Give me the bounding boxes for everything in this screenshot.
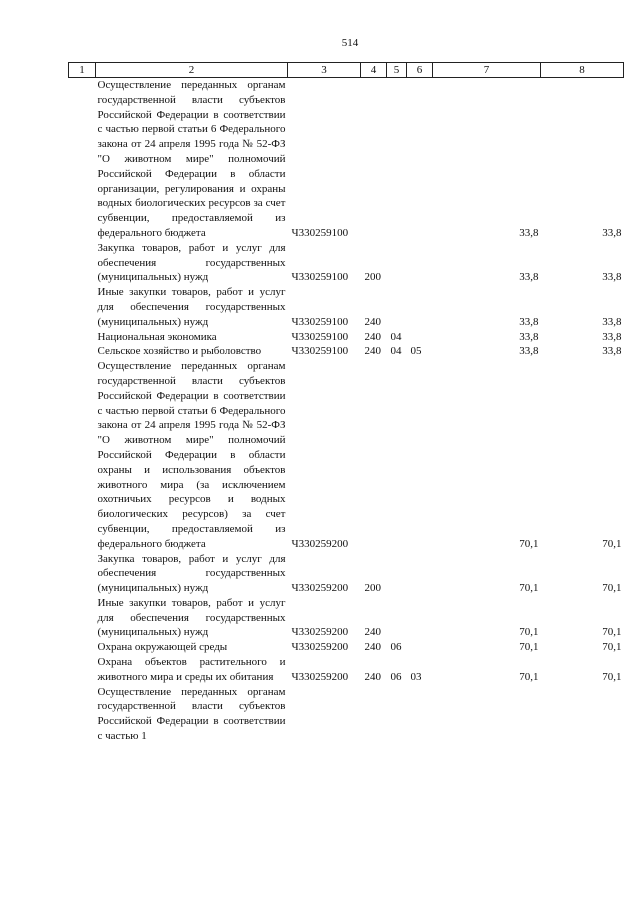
row-section xyxy=(387,685,407,744)
row-expense-type: 240 xyxy=(364,641,381,654)
row-subsection xyxy=(407,640,433,655)
row-expense-type: 200 xyxy=(364,271,381,284)
row-subsection xyxy=(407,359,433,551)
row-subsection xyxy=(407,685,433,744)
header-col-7: 7 xyxy=(433,63,541,78)
table-row xyxy=(69,241,624,285)
table-row xyxy=(69,685,624,744)
table-header-row xyxy=(69,63,624,78)
row-amount-col7: 70,1 xyxy=(519,626,539,639)
row-expense-type xyxy=(361,685,387,744)
table-row xyxy=(69,655,624,685)
row-target-code: Ч330259100 xyxy=(291,330,349,343)
row-amount-col8 xyxy=(541,685,624,744)
header-col-2: 2 xyxy=(96,63,288,78)
row-target-code: Ч330259100 xyxy=(291,315,349,328)
row-amount-col7: 33,8 xyxy=(519,345,539,358)
header-col-3: 3 xyxy=(288,63,361,78)
row-description: Сельское хозяйство и рыболовство xyxy=(97,345,262,358)
row-target-code: Ч330259100 xyxy=(291,345,349,358)
row-target-code: Ч330259100 xyxy=(291,226,349,239)
row-target-code xyxy=(288,685,361,744)
row-section: 04 xyxy=(390,330,402,343)
row-amount-col7 xyxy=(433,685,541,744)
row-amount-col7: 33,8 xyxy=(519,226,539,239)
row-target-code: Ч330259200 xyxy=(291,626,349,639)
row-expense-type: 240 xyxy=(364,345,381,358)
row-description: Национальная экономика xyxy=(97,330,217,343)
row-section xyxy=(387,78,407,241)
row-amount-col7: 70,1 xyxy=(519,537,539,550)
row-description: Иные закупки товаров, работ и услуг для обеспечения государственных (муниципальных) нужд xyxy=(97,596,286,639)
row-expense-type: 240 xyxy=(364,315,381,328)
header-col-5: 5 xyxy=(387,63,407,78)
row-amount-col8: 33,8 xyxy=(602,315,622,328)
row-description: Закупка товаров, работ и услуг для обеспечения государственных (муниципальных) нужд xyxy=(97,552,286,595)
row-section: 04 xyxy=(390,345,402,358)
row-target-code: Ч330259200 xyxy=(291,537,349,550)
row-section: 06 xyxy=(390,670,402,683)
row-amount-col8: 70,1 xyxy=(602,626,622,639)
row-amount-col7: 70,1 xyxy=(519,582,539,595)
row-description: Иные закупки товаров, работ и услуг для обеспечения государственных (муниципальных) нужд xyxy=(97,286,286,328)
table-row xyxy=(69,640,624,655)
table-row xyxy=(69,285,624,329)
row-description: Осуществление переданных органам государственной власти субъектов Российской Федерации в соответствии с частью первой статьи 6 Федерального закона от 24 апреля 1995 года № 52-ФЗ "О животном мире" полномочий Российской Федерации в области организации, регулирования и охраны водных биологических ресурсов за счет субвенции, предоставляемой из федерального бюджета xyxy=(97,79,286,239)
header-col-4: 4 xyxy=(361,63,387,78)
row-expense-type xyxy=(361,359,387,551)
row-amount-col7: 70,1 xyxy=(519,670,539,683)
header-col-8: 8 xyxy=(541,63,624,78)
row-expense-type: 200 xyxy=(364,582,381,595)
row-subsection: 05 xyxy=(410,345,422,358)
row-description: Осуществление переданных органам государственной власти субъектов Российской Федерации в соответствии с частью 1 xyxy=(97,685,286,743)
page-number: 514 xyxy=(341,37,359,49)
row-amount-col8: 33,8 xyxy=(602,271,622,284)
row-subsection: 03 xyxy=(410,670,422,683)
row-amount-col8: 70,1 xyxy=(602,582,622,595)
row-amount-col7: 70,1 xyxy=(519,641,539,654)
row-section xyxy=(387,552,407,596)
row-description: Охрана объектов растительного и животного мира и среды их обитания xyxy=(97,656,286,683)
table-row xyxy=(69,552,624,596)
row-subsection xyxy=(407,596,433,640)
row-amount-col8: 33,8 xyxy=(602,226,622,239)
row-amount-col8: 70,1 xyxy=(602,641,622,654)
header-col-6: 6 xyxy=(407,63,433,78)
table-row xyxy=(69,78,624,241)
table-row xyxy=(69,596,624,640)
row-amount-col8: 70,1 xyxy=(602,537,622,550)
row-target-code: Ч330259200 xyxy=(291,582,349,595)
row-description: Закупка товаров, работ и услуг для обеспечения государственных (муниципальных) нужд xyxy=(97,241,286,284)
row-amount-col7: 33,8 xyxy=(519,315,539,328)
row-amount-col8: 33,8 xyxy=(602,330,622,343)
table-row xyxy=(69,330,624,345)
row-amount-col7: 33,8 xyxy=(519,330,539,343)
budget-table xyxy=(68,62,624,744)
row-amount-col7: 33,8 xyxy=(519,271,539,284)
row-expense-type: 240 xyxy=(364,670,381,683)
row-section xyxy=(387,285,407,329)
row-section xyxy=(387,596,407,640)
row-expense-type: 240 xyxy=(364,330,381,343)
row-subsection xyxy=(407,552,433,596)
row-subsection xyxy=(407,78,433,241)
row-section: 06 xyxy=(390,641,402,654)
row-subsection xyxy=(407,330,433,345)
row-target-code: Ч330259200 xyxy=(291,641,349,654)
row-description: Осуществление переданных органам государственной власти субъектов Российской Федерации в соответствии с частью первой статьи 6 Федерального закона от 24 апреля 1995 года № 52-ФЗ "О животном мире" полномочий Российской Федерации в области охраны и использования объектов животного мира (за исключением охотничьих ресурсов и водных биологических ресурсов) за счет субвенции, предоставляемой из федерального бюджета xyxy=(97,360,286,550)
row-subsection xyxy=(407,241,433,285)
row-section xyxy=(387,241,407,285)
row-section xyxy=(387,359,407,551)
row-expense-type: 240 xyxy=(364,626,381,639)
row-amount-col8: 70,1 xyxy=(602,670,622,683)
header-col-1: 1 xyxy=(69,63,96,78)
row-description: Охрана окружающей среды xyxy=(97,641,228,654)
row-target-code: Ч330259100 xyxy=(291,271,349,284)
row-target-code: Ч330259200 xyxy=(291,670,349,683)
table-row xyxy=(69,344,624,359)
row-amount-col8: 33,8 xyxy=(602,345,622,358)
table-row xyxy=(69,359,624,551)
row-subsection xyxy=(407,285,433,329)
row-expense-type xyxy=(361,78,387,241)
